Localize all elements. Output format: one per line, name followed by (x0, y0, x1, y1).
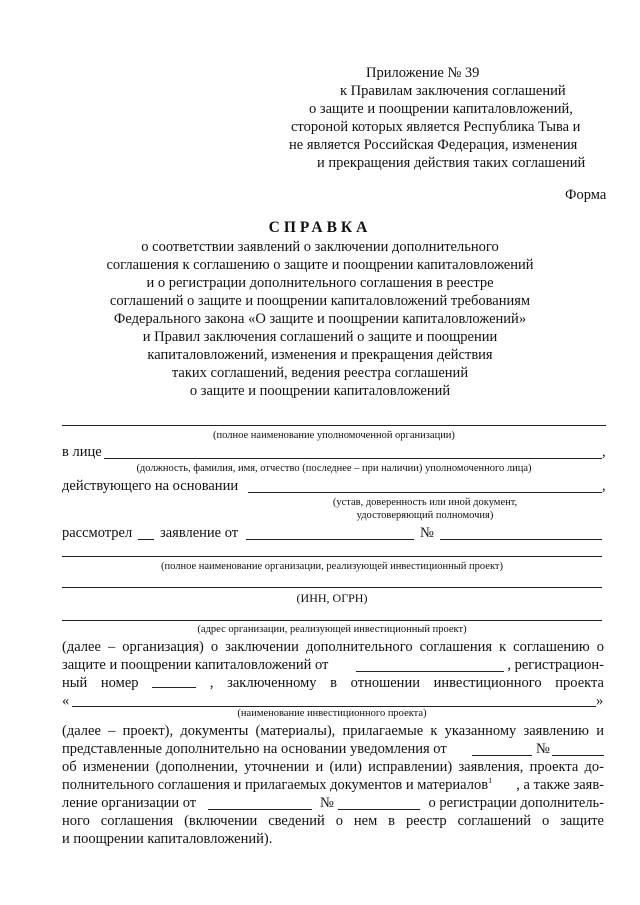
word: защите (560, 813, 604, 829)
appendix-line: о защите и поощрении капиталовложений, (309, 101, 573, 117)
body-line (62, 812, 604, 830)
word: (далее (62, 639, 101, 655)
appendix-line: и прекращения действия таких соглашений (317, 155, 586, 171)
subtitle-line: и Правил заключения соглашений о защите и поощрении (142, 329, 498, 345)
body-line (62, 674, 604, 692)
body-text: , а также заяв- (516, 777, 604, 793)
subtitle-line: о защите и поощрении капиталовложений (189, 383, 451, 399)
word: соглашений (457, 813, 532, 829)
body-line: об изменении (дополнении, уточнении и (или) исправлении) заявления, проекта до- (62, 759, 604, 775)
word: ный (62, 675, 88, 691)
word: , (209, 675, 214, 691)
word: сведений (268, 813, 325, 829)
reviewed-label: рассмотрел (62, 525, 133, 541)
word: отношении (350, 675, 420, 691)
application-from-label: заявление от (160, 525, 239, 541)
investor-name-caption: (полное наименование организации, реализующей инвестиционный проект) (160, 561, 503, 572)
subtitle-line: соглашений о защите и поощрении капиталовложений требованиям (109, 293, 531, 309)
number-sign: № (320, 795, 334, 811)
footnote-ref[interactable]: 1 (488, 776, 493, 786)
subtitle-line: и о регистрации дополнительного соглашения в реестре (146, 275, 494, 291)
reviewed-field[interactable] (138, 539, 154, 540)
in-person-label: в лице (62, 444, 102, 460)
word: – (107, 639, 116, 655)
body-line (62, 776, 604, 794)
subtitle-line: таких соглашений, ведения реестра соглашений (171, 365, 469, 381)
word: заключенному (227, 675, 317, 691)
inn-field[interactable] (62, 587, 602, 588)
application-date-field[interactable] (246, 539, 414, 540)
body-line: (далее – проект), документы (материалы), прилагаемые к указанному заявлению и (62, 723, 604, 739)
registration-app-date-field[interactable] (208, 809, 312, 810)
comma: , (602, 444, 606, 460)
word: о (541, 813, 550, 829)
body-text: о регистрации дополнитель- (428, 795, 604, 811)
word: проекта (555, 675, 604, 691)
person-field[interactable] (104, 458, 602, 459)
word: номер (100, 675, 139, 691)
word: организация) (122, 639, 204, 655)
quote-close: » (596, 693, 604, 709)
body-text: полнительного соглашения и прилагаемых документов и материалов (62, 777, 489, 793)
agreement-date-field[interactable] (356, 671, 504, 672)
appendix-line: стороной которых является Республика Тыва и (291, 119, 581, 135)
investor-name-field[interactable] (62, 556, 602, 557)
word: в (388, 813, 396, 829)
comma: , (602, 478, 606, 494)
quote-open: « (62, 693, 70, 709)
notice-number-field[interactable] (552, 755, 604, 756)
body-text: представленные дополнительно на основании уведомления от (62, 741, 447, 757)
project-name-caption: (наименование инвестиционного проекта) (237, 708, 427, 719)
number-sign: № (420, 525, 434, 541)
body-text (62, 776, 492, 794)
address-caption: (адрес организации, реализующей инвестиционный проект) (197, 624, 467, 635)
basis-field[interactable] (248, 492, 602, 493)
word: ного (62, 813, 90, 829)
registration-number-field[interactable] (152, 674, 196, 688)
word: соглашению (513, 639, 590, 655)
inn-caption: (ИНН, ОГРН) (296, 591, 368, 605)
subtitle-line: соглашения к соглашению о защите и поощрении капиталовложений (106, 257, 534, 273)
number-sign: № (536, 741, 550, 757)
word: дополнительного (305, 639, 413, 655)
body-text: , регистрацион- (507, 657, 604, 673)
registration-app-number-field[interactable] (338, 809, 420, 810)
body-text: и поощрении капиталовложений). (62, 831, 273, 847)
appendix-line: Приложение № 39 (366, 65, 480, 81)
subtitle-line: о соответствии заявлений о заключении дополнительного (141, 239, 499, 255)
word: (включении (184, 813, 258, 829)
body-text: защите и поощрении капиталовложений от (62, 657, 329, 673)
org-name-field[interactable] (62, 425, 606, 426)
word: о (596, 639, 604, 655)
notice-date-field[interactable] (472, 755, 532, 756)
basis-caption: удостоверяющий полномочия) (356, 510, 494, 521)
address-field[interactable] (62, 620, 602, 621)
body-text: ление организации от (62, 795, 197, 811)
word: в (330, 675, 338, 691)
subtitle-line: капиталовложений, изменения и прекращения действия (147, 347, 493, 363)
appendix-line: не является Российская Федерация, изменения (289, 137, 578, 153)
word: заключении (225, 639, 299, 655)
word: реестр (405, 813, 447, 829)
word: соглашения (100, 813, 174, 829)
document-title: СПРАВКА (268, 219, 372, 236)
word: о (335, 813, 343, 829)
word: к (499, 639, 507, 655)
acting-basis-label: действующего на основании (62, 478, 239, 494)
body-line (62, 638, 604, 656)
subtitle-line: Федерального закона «О защите и поощрении капиталовложений» (113, 311, 527, 327)
form-label: Форма (565, 187, 607, 203)
person-caption: (должность, фамилия, имя, отчество (последнее – при наличии) уполномоченного лица) (136, 463, 532, 474)
word: о (210, 639, 219, 655)
word: инвестиционного (433, 675, 542, 691)
appendix-line: к Правилам заключения соглашений (340, 83, 566, 99)
basis-caption: (устав, доверенность или иной документ, (332, 497, 518, 508)
application-number-field[interactable] (440, 539, 602, 540)
word: нем (353, 813, 378, 829)
org-name-caption: (полное наименование уполномоченной организации) (213, 430, 455, 441)
word: соглашения (419, 639, 493, 655)
